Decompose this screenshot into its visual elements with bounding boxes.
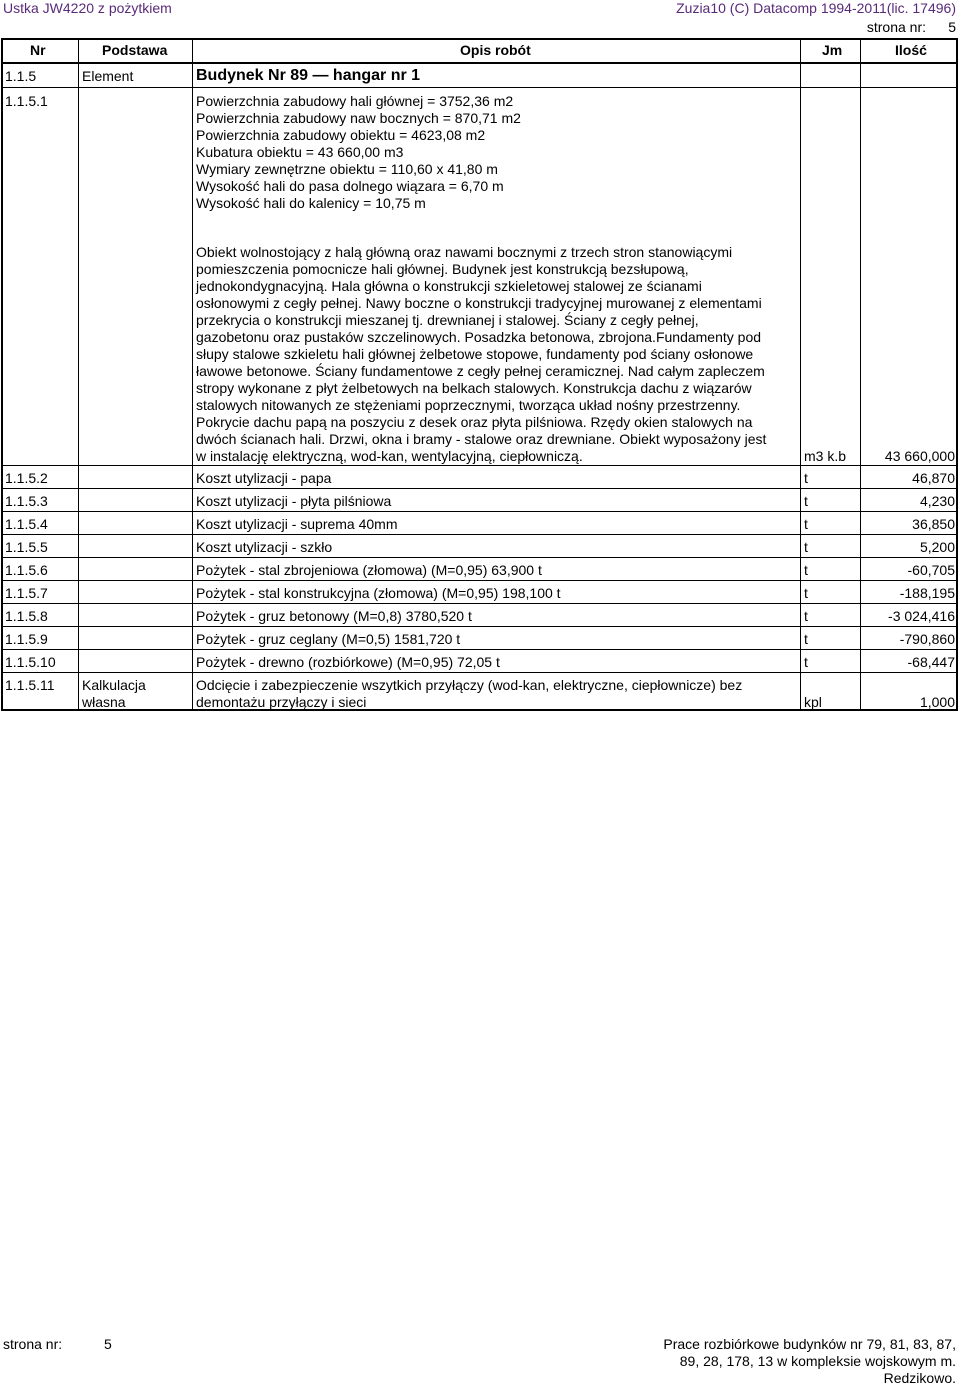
header-left-title: Ustka JW4220 z pożytkiem xyxy=(3,0,172,16)
row-nr: 1.1.5.3 xyxy=(5,493,48,509)
building-parameters: Powierzchnia zabudowy hali głównej = 3752,36 m2 Powierzchnia zabudowy naw bocznych = 870,71 m2 Powierzchnia zabudowy obiektu = 4623,08 m2 Kubatura obiektu = 43 660,00 m3 Wymiary zewnętrzne obiektu = 110,60 x 41,80 m Wysokość hali do pasa dolnego wiązara = 6,70 m Wysokość hali do kalenicy = 10,75 m xyxy=(196,93,521,211)
building-description: Obiekt wolnostojący z halą główną oraz nawami bocznymi z trzech stron stanowiącymi pomieszczenia pomocnicze hali głównej. Budynek jest konstrukcją bezsłupową, jednokondygnacyjną. Hala główna o konstrukcji szkieletowej stalowej ze ścianami osłonowymi z cegły pełnej. Nawy boczne o konstrukcji tradycyjnej murowanej z elementami przekrycia o konstrukcji mieszanej tj. drewnianej i stalowej. Ściany z cegły pełnej, gazobetonu oraz pustaków szczelinowych. Posadzka betonowa, zbrojona.Fundamenty pod słupy stalowe szkieletu hali głównej żelbetowe stopowe, fundamenty pod ściany osłonowe ławowe betonowe. Ściany fundamentowe z cegły pełnej ceramicznej. Nad całym zapleczem stropy wykonane z płyt żelbetowych na belkach stalowych. Konstrukcja dachu z wiązarów stalowych nitowanych ze stężeniami poprzecznymi, tworząca układ nośny przestrzenny. Pokrycie dachu papą na poszyciu z desek oraz płyta pilśniowa. Rzędy okien stalowych na dwóch ścianach hali. Drzwi, okna i bramy - stalowe oraz drewniane. Obiekt wyposażony jest w instalację elektryczną, wod-kan, wentylacyjną, ciepłowniczą. xyxy=(196,244,767,464)
row-opis: Koszt utylizacji - papa xyxy=(196,470,332,486)
row-divider xyxy=(3,511,956,512)
row-jm: t xyxy=(804,585,808,601)
row-ilosc: -3 024,416 xyxy=(888,608,955,624)
column-header-podstawa: Podstawa xyxy=(102,42,168,58)
row-nr: 1.1.5.5 xyxy=(5,539,48,555)
column-header-opis: Opis robót xyxy=(460,42,531,58)
row-jm: t xyxy=(804,470,808,486)
row-divider xyxy=(3,603,956,604)
row-divider xyxy=(3,87,956,88)
element-title: Budynek Nr 89 — hangar nr 1 xyxy=(196,67,421,84)
footer-page-number: 5 xyxy=(104,1336,112,1352)
row-opis: Koszt utylizacji - płyta pilśniowa xyxy=(196,493,392,509)
row-opis: Pożytek - drewno (rozbiórkowe) (M=0,95) 72,05 t xyxy=(196,654,500,670)
row-ilosc: 36,850 xyxy=(912,516,955,532)
footer-page-label: strona nr: xyxy=(3,1336,63,1352)
row-divider xyxy=(3,488,956,489)
row-divider xyxy=(3,534,956,535)
row-ilosc: -68,447 xyxy=(907,654,955,670)
row-podstawa: Kalkulacja własna xyxy=(82,677,146,710)
row-jm: t xyxy=(804,493,808,509)
row-opis: Koszt utylizacji - suprema 40mm xyxy=(196,516,398,532)
header-page-number: 5 xyxy=(948,19,956,35)
row-nr: 1.1.5.8 xyxy=(5,608,48,624)
row-jm: kpl xyxy=(804,694,822,710)
row-opis: Odcięcie i zabezpieczenie wszytkich przyłączy (wod-kan, elektryczne, ciepłownicze) bez demontażu przyłączy i sieci xyxy=(196,677,743,710)
row-ilosc: -188,195 xyxy=(899,585,955,601)
row-divider xyxy=(3,672,956,673)
row-nr: 1.1.5.7 xyxy=(5,585,48,601)
row-opis: Pożytek - stal konstrukcyjna (złomowa) (M=0,95) 198,100 t xyxy=(196,585,561,601)
row-nr: 1.1.5.2 xyxy=(5,470,48,486)
column-header-nr: Nr xyxy=(30,42,46,58)
header-row-divider xyxy=(3,62,956,64)
row-opis: Pożytek - stal zbrojeniowa (złomowa) (M=0,95) 63,900 t xyxy=(196,562,542,578)
column-header-ilosc: Ilość xyxy=(895,42,927,58)
column-divider xyxy=(800,40,801,709)
row-ilosc: -790,860 xyxy=(899,631,955,647)
column-divider xyxy=(860,40,861,709)
row-ilosc: 1,000 xyxy=(919,694,955,710)
row-jm: t xyxy=(804,631,808,647)
row-jm: t xyxy=(804,562,808,578)
row-ilosc: 46,870 xyxy=(912,470,955,486)
header-page-indicator xyxy=(867,19,956,35)
row-jm: t xyxy=(804,654,808,670)
row-jm: t xyxy=(804,608,808,624)
footer-project-title: Prace rozbiórkowe budynków nr 79, 81, 83, 87, 89, 28, 178, 13 w kompleksie wojskowym m. Redzikowo. xyxy=(663,1336,956,1386)
column-divider xyxy=(78,40,79,709)
row-opis: Koszt utylizacji - szkło xyxy=(196,539,333,555)
row-ilosc: 4,230 xyxy=(919,493,955,509)
row-divider xyxy=(3,580,956,581)
element-podstawa: Element xyxy=(82,68,134,84)
row-divider xyxy=(3,465,956,466)
item-nr: 1.1.5.1 xyxy=(5,93,48,109)
row-jm: t xyxy=(804,539,808,555)
row-nr: 1.1.5.11 xyxy=(5,677,55,693)
row-opis: Pożytek - gruz betonowy (M=0,8) 3780,520 t xyxy=(196,608,472,624)
row-nr: 1.1.5.6 xyxy=(5,562,48,578)
column-header-jm: Jm xyxy=(822,42,843,58)
item-jm: m3 k.b xyxy=(804,448,847,464)
item-ilosc: 43 660,000 xyxy=(884,448,955,464)
row-divider xyxy=(3,649,956,650)
element-nr: 1.1.5 xyxy=(5,68,37,84)
row-nr: 1.1.5.4 xyxy=(5,516,48,532)
row-divider xyxy=(3,557,956,558)
row-divider xyxy=(3,626,956,627)
row-nr: 1.1.5.9 xyxy=(5,631,48,647)
header-page-label: strona nr: xyxy=(866,19,926,35)
row-opis: Pożytek - gruz ceglany (M=0,5) 1581,720 t xyxy=(196,631,461,647)
row-ilosc: 5,200 xyxy=(919,539,955,555)
row-jm: t xyxy=(804,516,808,532)
row-nr: 1.1.5.10 xyxy=(5,654,56,670)
row-ilosc: -60,705 xyxy=(907,562,955,578)
column-divider xyxy=(192,40,193,709)
header-right-title: Zuzia10 (C) Datacomp 1994-2011(lic. 17496) xyxy=(676,0,956,16)
